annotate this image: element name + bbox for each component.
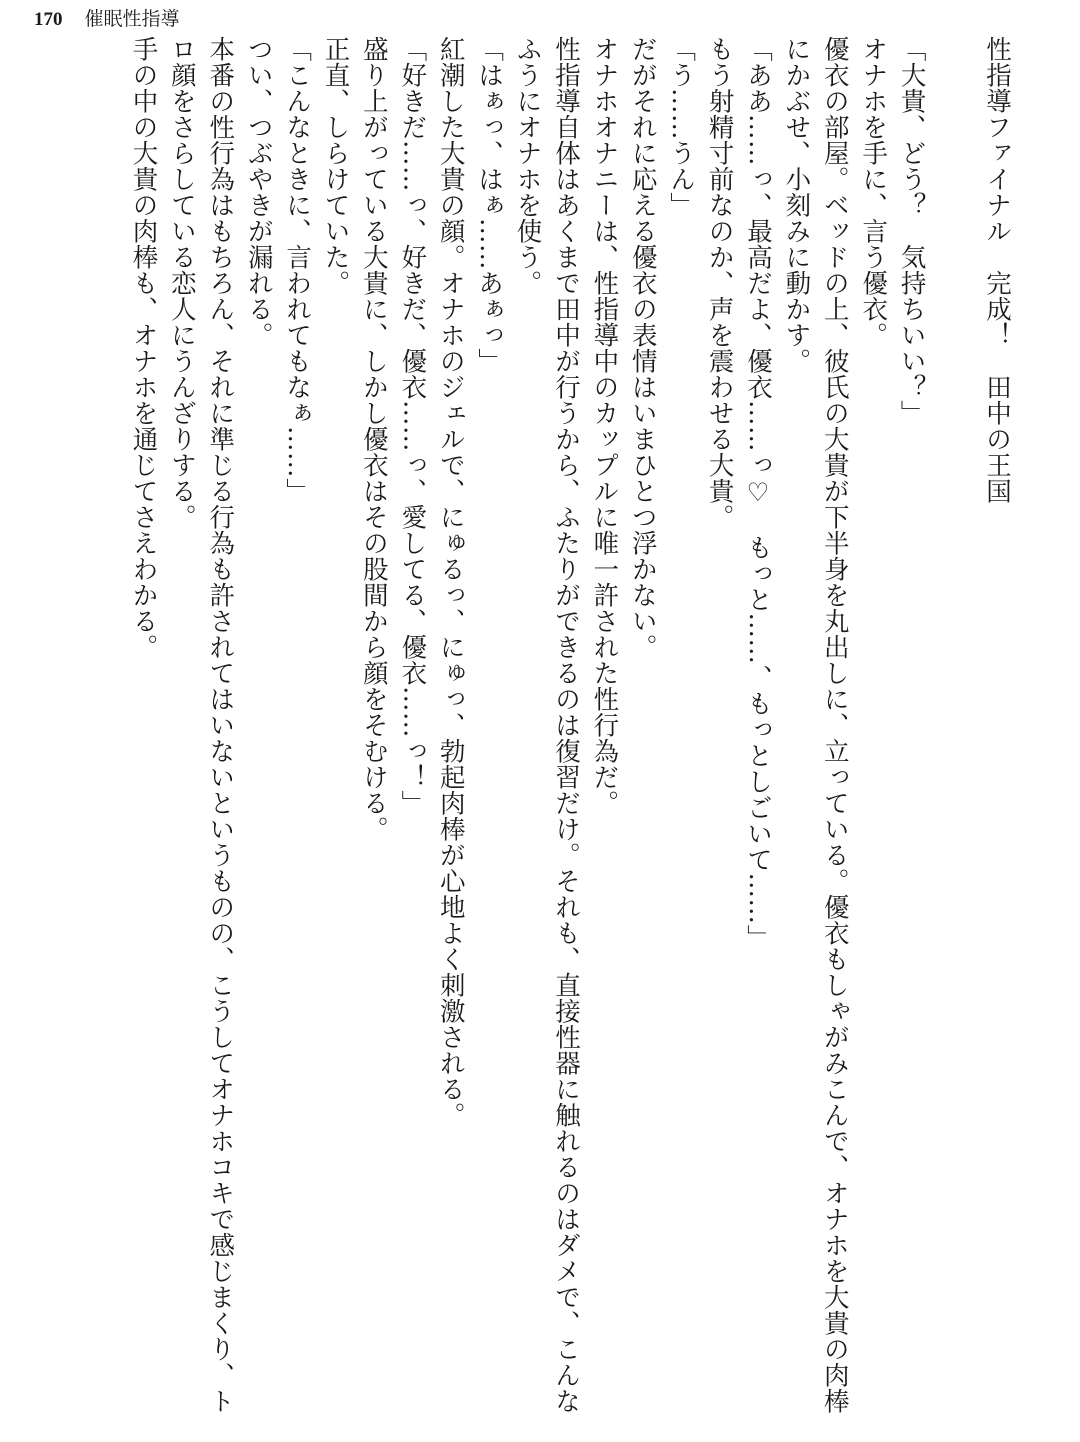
- paragraph: 正直、しらけていた。: [320, 36, 351, 296]
- paragraph: オナホオナニーは、性指導中のカップルに唯一許された性行為だ。: [589, 36, 620, 816]
- running-title: 催眠性指導: [84, 8, 180, 30]
- paragraph: 優衣の部屋。ベッドの上、彼氏の大貴が下半身を丸出しに、立っている。優衣もしゃがみこんで、オナホを大貴の肉棒にかぶせ、小刻みに動かす。: [781, 36, 850, 1414]
- paragraph: もう射精寸前なのか、声を震わせる大貴。: [704, 36, 735, 530]
- paragraph-dialogue: 「こんなときに、言われてもなぁ……」: [282, 36, 313, 504]
- paragraph: つい、つぶやきが漏れる。: [243, 36, 274, 348]
- paragraph: 盛り上がっている大貴に、しかし優衣はその股間から顔をそむける。: [358, 36, 389, 842]
- page-header: [34, 4, 180, 30]
- paragraph: だがそれに応える優衣の表情はいまひとつ浮かない。: [627, 36, 658, 660]
- vertical-body-text: [6, 36, 1016, 1422]
- paragraph-dialogue: 「う……うん」: [666, 36, 697, 218]
- paragraph: 手の中の大貴の肉棒も、オナホを通じてさえわかる。: [128, 36, 159, 660]
- paragraph-dialogue: 「大貴、どう？ 気持ちいい？」: [896, 36, 927, 426]
- paragraph: 性指導自体はあくまで田中が行うから、ふたりができるのは復習だけ。それも、直接性器に触れるのはダメで、こんなふうにオナホを使う。: [512, 36, 581, 1414]
- paragraph-dialogue: 「好きだ……っ、好きだ、優衣……っ、愛してる、優衣……っ！」: [397, 36, 428, 816]
- paragraph: オナホを手に、言う優衣。: [858, 36, 889, 348]
- paragraph-dialogue: 「はぁっ、はぁ……あぁっ」: [474, 36, 505, 374]
- paragraph-dialogue: 「ああ……っ、最高だよ、優衣……っ♡ もっと……、もっとしごいて……」: [742, 36, 773, 951]
- page-number: 170: [34, 9, 63, 30]
- chapter-title: 性指導ファイナル 完成！ 田中の王国: [982, 36, 1012, 504]
- paragraph: 紅潮した大貴の顔。オナホのジェルで、にゅるっ、にゅっ、勃起肉棒が心地よく刺激される。: [435, 36, 466, 1128]
- paragraph: 本番の性行為はもちろん、それに準じる行為も許されてはいないというものの、こうしてオナホコキで感じまくり、トロ顔をさらしている恋人にうんざりする。: [166, 36, 236, 1414]
